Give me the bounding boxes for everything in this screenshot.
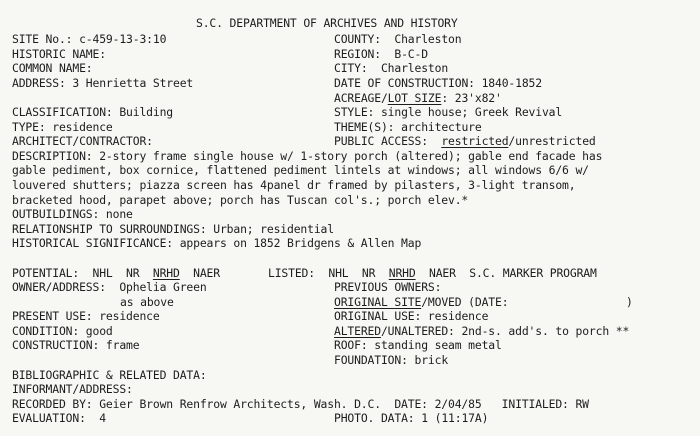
owner-address: OWNER/ADDRESS: Ophelia Green (12, 280, 207, 294)
potential (12, 267, 220, 280)
evaluation: EVALUATION: 4 (12, 411, 106, 425)
public-access (334, 135, 596, 148)
lot-size-label: LOT SIZE (387, 91, 442, 105)
altered-label: ALTERED (334, 324, 381, 338)
foundation: FOUNDATION: brick (334, 353, 449, 367)
listed-nrhd: NRHD (388, 266, 416, 280)
site-no: SITE No.: c-459-13-3:10 (12, 32, 167, 46)
unrestricted-value: /unrestricted (508, 134, 596, 148)
classification: CLASSIFICATION: Building (12, 105, 173, 119)
listed-rest: NAER S.C. MARKER PROGRAM (415, 266, 597, 280)
form-title: S.C. DEPARTMENT OF ARCHIVES AND HISTORY (196, 16, 458, 30)
potential-label: POTENTIAL: NHL NR (12, 266, 153, 280)
acreage-lot-size (334, 92, 502, 105)
original-use: ORIGINAL USE: residence (334, 309, 489, 323)
outbuildings: OUTBUILDINGS: none (12, 207, 133, 221)
construction: CONSTRUCTION: frame (12, 338, 140, 352)
acreage-label: ACREAGE/ (334, 91, 388, 105)
present-use: PRESENT USE: residence (12, 309, 160, 323)
owner-address-line-2: as above (120, 295, 174, 309)
relationship-to-surroundings: RELATIONSHIP TO SURROUNDINGS: Urban; residential (12, 222, 334, 236)
region: REGION: B-C-D (334, 47, 428, 61)
county: COUNTY: Charleston (334, 32, 462, 46)
style: STYLE: single house; Greek Revival (334, 105, 563, 119)
city: CITY: Charleston (334, 61, 449, 75)
common-name: COMMON NAME: (12, 61, 93, 75)
potential-naer: NAER (179, 266, 220, 280)
condition: CONDITION: good (12, 324, 113, 338)
description-line-1: DESCRIPTION: 2-story frame single house w/ 1-story porch (altered); gable end facade has (12, 149, 603, 163)
description-line-4: bracketed hood, parapet above; porch has Tuscan col's.; porch elev.* (12, 193, 469, 207)
historical-significance: HISTORICAL SIGNIFICANCE: appears on 1852 Bridgens & Allen Map (12, 236, 422, 250)
original-site-label: ORIGINAL SITE (334, 295, 422, 309)
informant-address: INFORMANT/ADDRESS: (12, 382, 133, 396)
original-site-moved (334, 296, 508, 309)
listed-label: LISTED: NHL NR (268, 266, 389, 280)
acreage-value: : 23'x82' (441, 91, 502, 105)
address: ADDRESS: 3 Henrietta Street (12, 76, 194, 90)
recorded-by: RECORDED BY: Geier Brown Renfrow Architects, Wash. D.C. DATE: 2/04/85 INITIALED: RW (12, 397, 589, 411)
type: TYPE: residence (12, 120, 113, 134)
altered-unaltered (334, 325, 629, 338)
restricted-value: restricted (441, 134, 509, 148)
public-access-label: PUBLIC ACCESS: (334, 134, 442, 148)
altered-detail: /UNALTERED: 2nd-s. add's. to porch ** (380, 324, 630, 338)
potential-nrhd: NRHD (152, 266, 180, 280)
bibliographic-data: BIBLIOGRAPHIC & RELATED DATA: (12, 368, 207, 382)
historic-name: HISTORIC NAME: (12, 47, 106, 61)
previous-owners: PREVIOUS OWNERS: (334, 280, 442, 294)
listed (268, 267, 597, 280)
date-of-construction: DATE OF CONSTRUCTION: 1840-1852 (334, 76, 542, 90)
photo-data: PHOTO. DATA: 1 (11:17A) (334, 411, 489, 425)
moved-date-close: ) (626, 295, 633, 309)
description-line-2: gable pediment, box cornice, flattened pediment lintels at windows; all windows 6/6 w/ (12, 163, 589, 177)
description-line-3: louvered shutters; piazza screen has 4panel dr framed by pilasters, 3-light transom, (12, 178, 576, 192)
moved-date-label: /MOVED (DATE: (421, 295, 509, 309)
architect-contractor: ARCHITECT/CONTRACTOR: (12, 134, 153, 148)
themes: THEME(S): architecture (334, 120, 482, 134)
roof: ROOF: standing seam metal (334, 338, 502, 352)
